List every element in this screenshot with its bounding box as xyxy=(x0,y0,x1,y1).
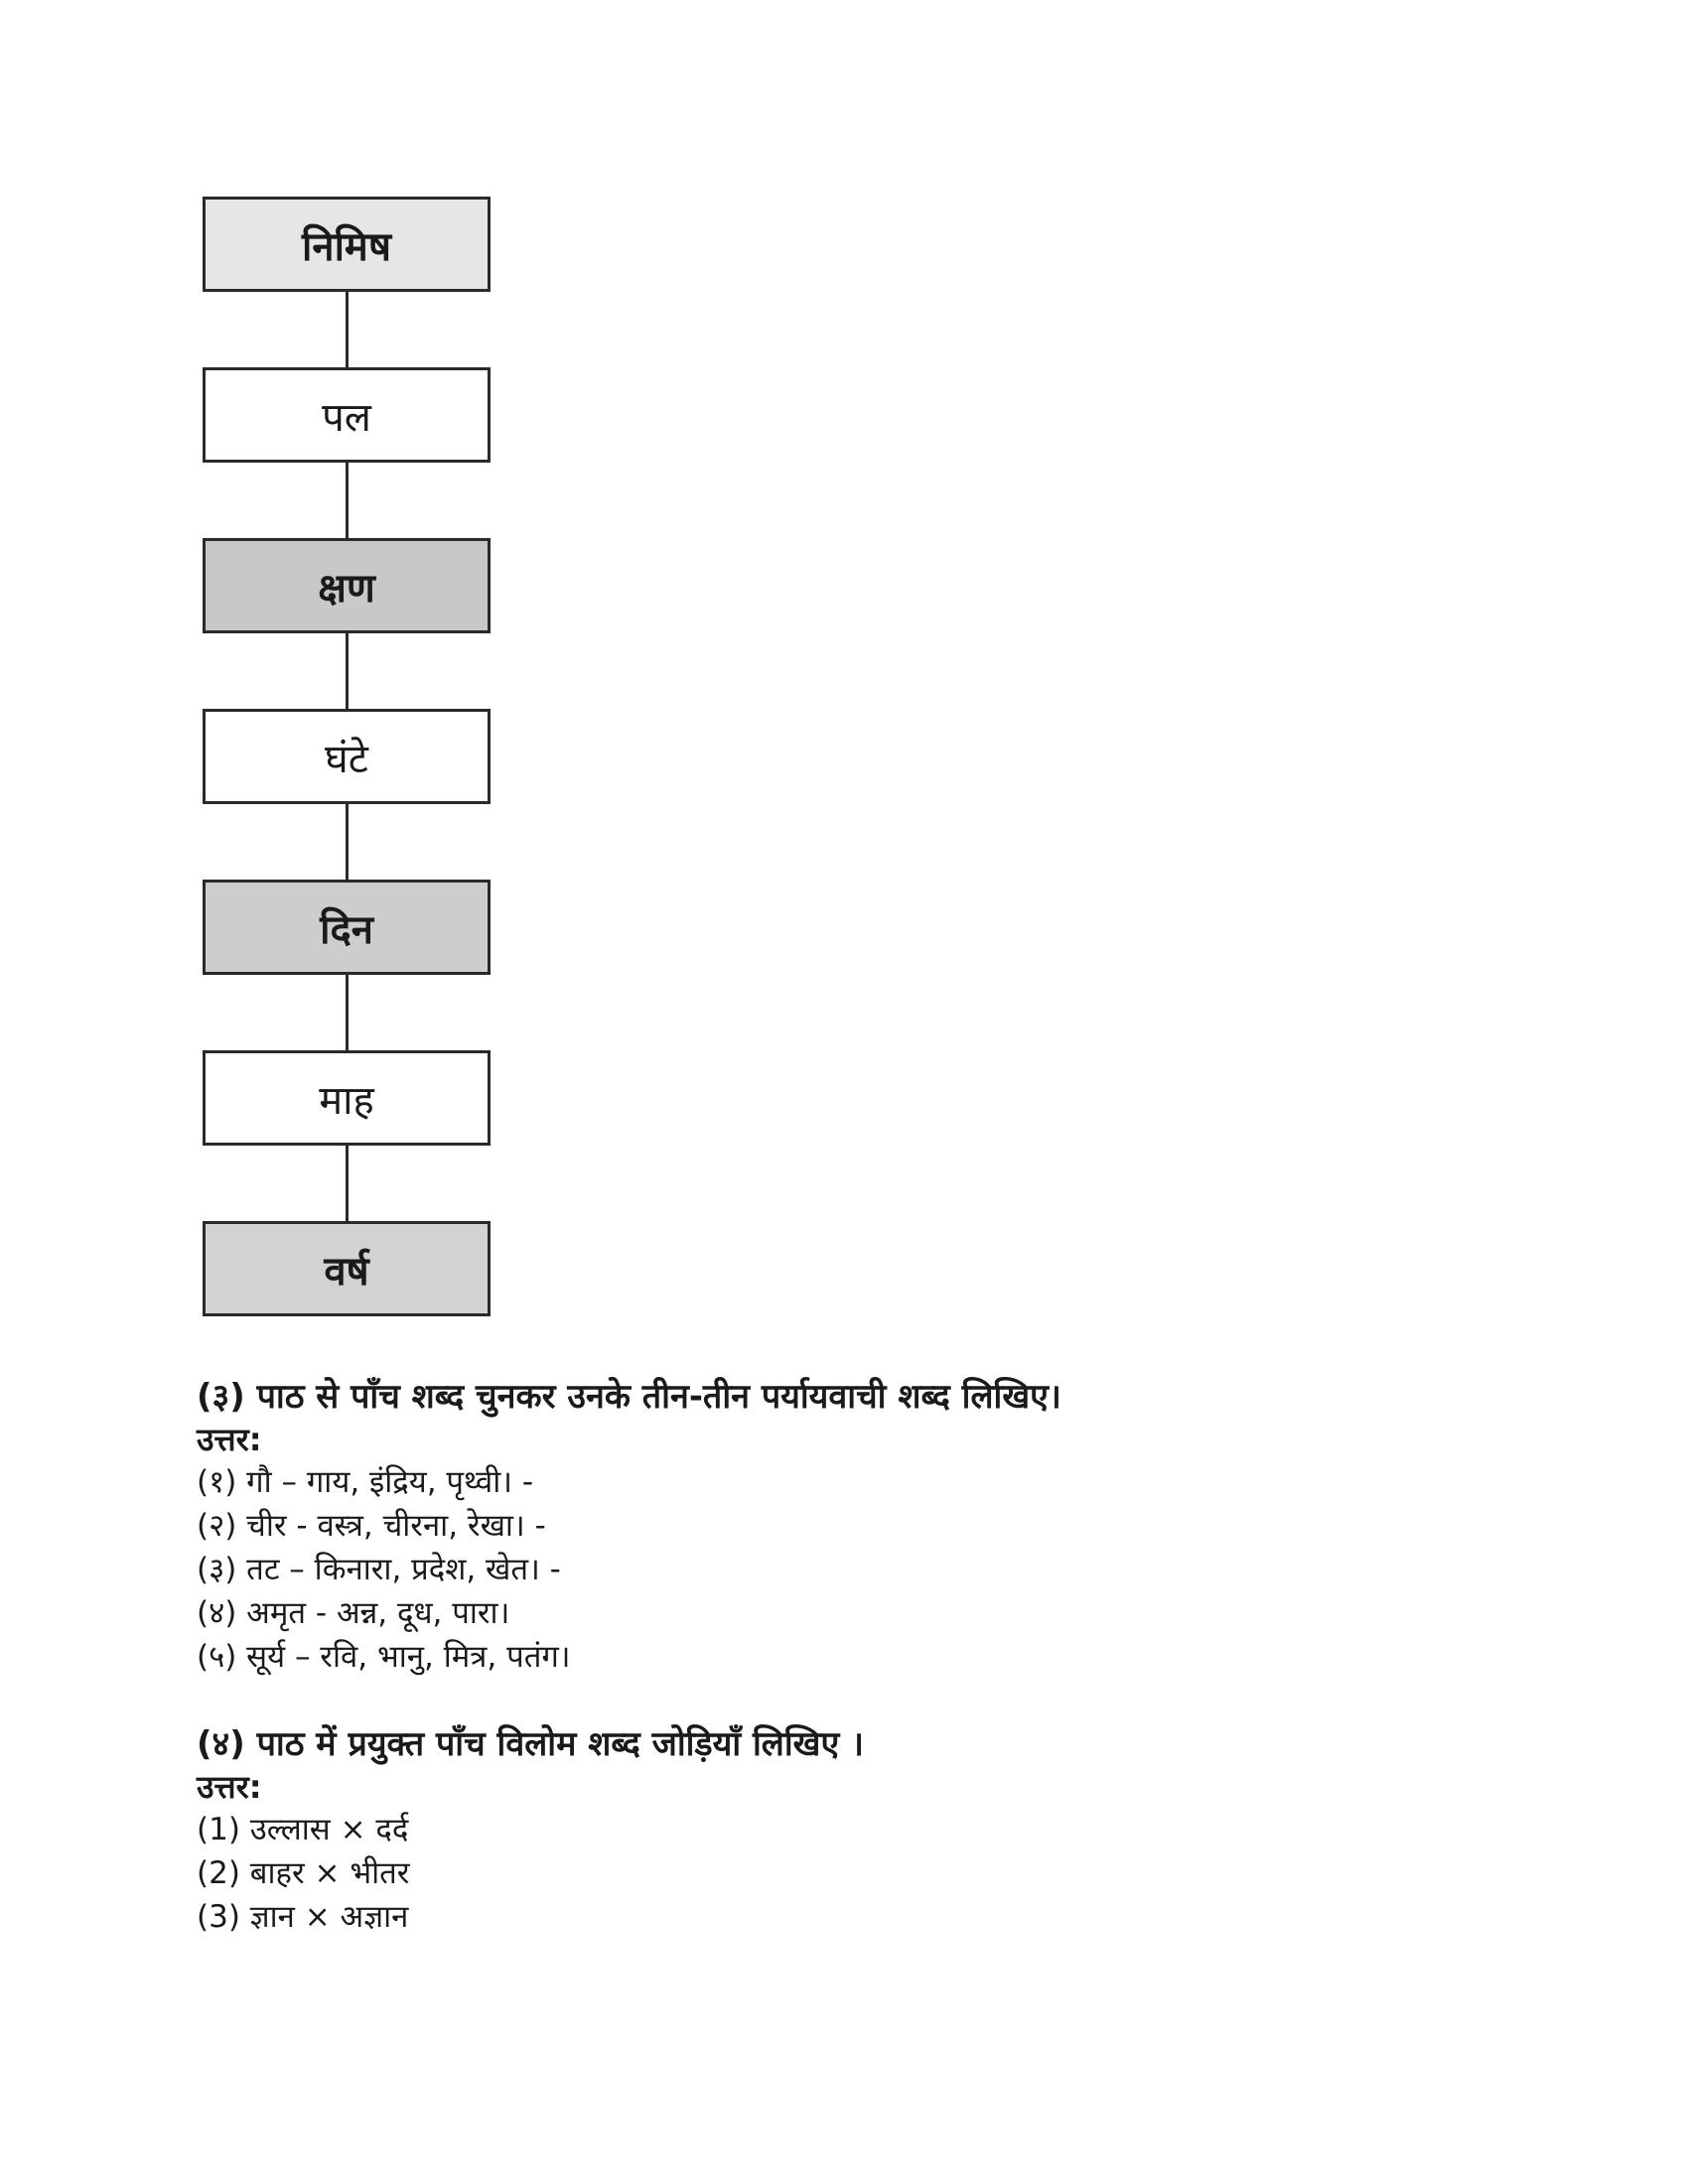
answer-line: (1) उल्लास × दर्द xyxy=(197,1812,409,1847)
answer-line: (3) ज्ञान × अज्ञान xyxy=(197,1899,409,1935)
flow-box-label: क्षण xyxy=(318,565,375,612)
flow-box-label: दिन xyxy=(320,906,373,953)
question-3-section xyxy=(197,1375,1487,1679)
flow-box xyxy=(203,197,491,292)
answer-label: उत्तर: xyxy=(197,1768,262,1806)
answer-line: (2) बाहर × भीतर xyxy=(197,1855,410,1891)
flow-connector xyxy=(346,292,349,367)
answer-line: (५) सूर्य – रवि, भानु, मित्र, पतंग। xyxy=(197,1639,571,1675)
answer-line: (४) अमृत - अन्न, दूध, पारा। xyxy=(197,1595,510,1631)
flow-connector xyxy=(346,1146,349,1221)
flow-box-label: पल xyxy=(322,394,371,441)
flow-box-label: माह xyxy=(319,1077,374,1124)
flow-box xyxy=(203,367,491,463)
answer-line: (३) तट – किनारा, प्रदेश, खेत। - xyxy=(197,1552,561,1587)
flow-box xyxy=(203,538,491,633)
flow-box-label: वर्ष xyxy=(324,1248,369,1295)
answer-line: (१) गौ – गाय, इंद्रिय, पृथ्वी। - xyxy=(197,1464,534,1500)
flow-connector xyxy=(346,633,349,709)
question-3-heading: (३) पाठ से पाँच शब्द चुनकर उनके तीन-तीन पर्यायवाची शब्द लिखिए। xyxy=(197,1377,1061,1417)
flow-box xyxy=(203,1221,491,1316)
question-4-heading: (४) पाठ में प्रयुक्त पाँच विलोम शब्द जोड़ियाँ लिखिए । xyxy=(197,1724,864,1764)
flow-box-label: निमिष xyxy=(302,223,391,270)
flow-box-label: घंटे xyxy=(325,736,368,782)
flow-box xyxy=(203,1050,491,1146)
flow-connector xyxy=(346,463,349,538)
flow-connector xyxy=(346,804,349,880)
question-4-section xyxy=(197,1722,1487,1939)
flow-box xyxy=(203,880,491,975)
flow-box xyxy=(203,709,491,804)
answer-label: उत्तर: xyxy=(197,1421,262,1458)
flow-connector xyxy=(346,975,349,1050)
answer-line: (२) चीर - वस्त्र, चीरना, रेखा। - xyxy=(197,1508,546,1544)
